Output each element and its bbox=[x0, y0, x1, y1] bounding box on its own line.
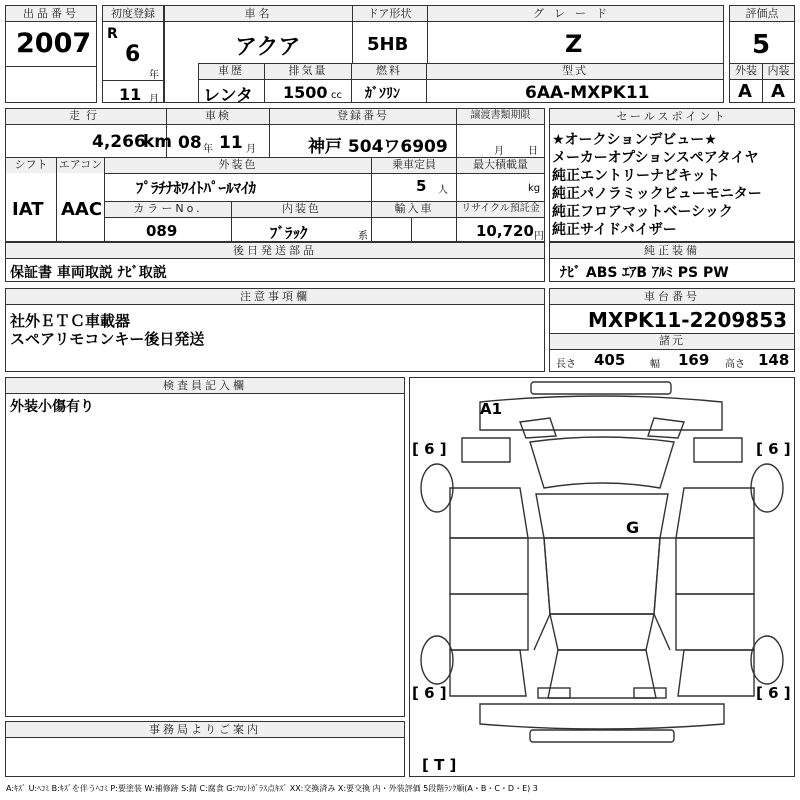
chassis-label: 車台番号 bbox=[550, 289, 794, 305]
mileage-unit: km bbox=[143, 132, 173, 152]
ac-label: エアコン bbox=[58, 158, 103, 171]
lot-number: 2007 bbox=[16, 28, 92, 59]
chassis-number: MXPK11-2209853 bbox=[588, 308, 788, 332]
equipment-box bbox=[549, 242, 795, 282]
notes-line-1: 社外ＥＴＣ車載器 bbox=[10, 312, 131, 330]
sales-points-box bbox=[549, 108, 795, 242]
inspection-label: 車検 bbox=[167, 109, 269, 124]
length-label: 長さ bbox=[556, 359, 576, 370]
month-unit: 月 bbox=[149, 94, 159, 105]
notes-box bbox=[5, 288, 545, 372]
fuel: ｶﾞｿﾘﾝ bbox=[365, 86, 400, 102]
plate-label: 登録番号 bbox=[270, 109, 456, 124]
displacement-label: 排気量 bbox=[265, 64, 351, 79]
color-no-label: カラーNo. bbox=[105, 202, 231, 217]
mileage-label: 走行 bbox=[6, 109, 166, 124]
interior-color-unit: 系 bbox=[358, 231, 368, 242]
transfer-day-unit: 日 bbox=[528, 146, 538, 157]
model-code: 6AA-MXPK11 bbox=[525, 83, 650, 103]
payload-unit: kg bbox=[528, 183, 541, 194]
notes-line-2: スペアリモコンキー後日発送 bbox=[10, 330, 205, 348]
displacement-unit: cc bbox=[331, 90, 342, 101]
air-conditioner: AAC bbox=[61, 199, 103, 220]
inspection-year: 08 bbox=[178, 133, 202, 153]
inspector-note: 外装小傷有り bbox=[10, 399, 94, 415]
sales-line-3: 純正エントリーナビキット bbox=[552, 168, 720, 184]
car-outline-icon bbox=[410, 378, 794, 776]
sales-line-2: メーカーオプションスペアタイヤ bbox=[552, 150, 759, 166]
exterior-label: 外装 bbox=[730, 64, 762, 79]
notes-label: 注意事項欄 bbox=[6, 289, 544, 305]
interior-color-label: 内装色 bbox=[232, 202, 371, 217]
dims-label: 諸元 bbox=[550, 334, 794, 349]
followup-parts-box bbox=[5, 242, 545, 282]
tire-front-right: [ 6 ] bbox=[756, 440, 791, 458]
interior-grade: A bbox=[771, 81, 785, 102]
grade-label: グレード bbox=[427, 6, 723, 22]
capacity-unit: 人 bbox=[438, 185, 448, 196]
legend: A:ｷｽﾞ U:ﾍｺﾐ B:ｷｽﾞを伴うﾍｺﾐ P:要塗装 W:補修跡 S:錆 C:腐食 G:ﾌﾛﾝﾄｶﾞﾗｽ点ｷｽﾞ XX:交換済み X:要交換 内・外装評価 5段階ﾗﾝｸ順(A・B・C・D・E) 3 bbox=[6, 784, 538, 793]
damage-diagram bbox=[409, 377, 795, 777]
capacity-label: 乗車定員 bbox=[372, 158, 456, 173]
office-box bbox=[5, 721, 405, 777]
transfer-label: 譲渡書類期限 bbox=[457, 109, 544, 124]
capacity: 5 bbox=[416, 177, 427, 195]
interior-color: ﾌﾞﾗｯｸ bbox=[270, 224, 308, 242]
import-label: 輸入車 bbox=[372, 202, 456, 217]
followup-parts-label: 後日発送部品 bbox=[6, 243, 544, 259]
recycle-fee: 10,720 bbox=[476, 222, 534, 240]
sales-line-4: 純正パノラミックビューモニター bbox=[552, 186, 762, 202]
door-type: 5HB bbox=[367, 34, 409, 55]
history-label: 車歴 bbox=[198, 64, 264, 79]
exterior-color: ﾌﾟﾗﾁﾅﾎﾜｲﾄﾊﾟｰﾙﾏｲｶ bbox=[136, 179, 257, 197]
first-registration-label: 初度登録 bbox=[103, 6, 163, 22]
car-name: アクア bbox=[235, 35, 301, 60]
color-number: 089 bbox=[146, 222, 178, 240]
first-reg-year: 6 bbox=[125, 42, 141, 67]
office-label: 事務局よりご案内 bbox=[6, 722, 404, 738]
recycle-unit: 円 bbox=[534, 231, 544, 242]
score: 5 bbox=[752, 30, 771, 60]
width: 169 bbox=[678, 351, 710, 369]
exterior-grade: A bbox=[738, 81, 752, 102]
car-name-label: 車名 bbox=[165, 6, 352, 22]
score-box bbox=[729, 5, 795, 103]
lot-number-label: 出品番号 bbox=[6, 6, 96, 22]
inspection-year-unit: 年 bbox=[203, 144, 213, 155]
color-label: 外装色 bbox=[105, 158, 371, 173]
damage-mark-g: G bbox=[626, 518, 640, 537]
recycle-label: リサイクル預託金 bbox=[457, 202, 544, 217]
height-label: 高さ bbox=[725, 359, 745, 370]
first-reg-month: 11 bbox=[119, 85, 142, 104]
inspection-month-unit: 月 bbox=[246, 144, 256, 155]
height: 148 bbox=[758, 351, 790, 369]
door-label: ドア形状 bbox=[352, 6, 427, 22]
equipment-label: 純正装備 bbox=[550, 243, 794, 259]
interior-label: 内装 bbox=[763, 64, 794, 79]
car-info-box bbox=[164, 5, 724, 106]
sales-points-label: セールスポイント bbox=[550, 109, 794, 125]
inspector-box bbox=[5, 377, 405, 717]
inspection-month: 11 bbox=[219, 133, 243, 153]
grade: Z bbox=[565, 30, 583, 58]
sales-line-6: 純正サイドバイザー bbox=[552, 222, 677, 238]
shift-label: シフト bbox=[6, 158, 56, 173]
payload-label: 最大積載量 bbox=[457, 158, 544, 173]
vehicle-detail-box bbox=[5, 108, 545, 242]
displacement: 1500 bbox=[283, 83, 328, 102]
tire-rear-left: [ 6 ] bbox=[412, 684, 447, 702]
inspector-label: 検査員記入欄 bbox=[6, 378, 404, 394]
length: 405 bbox=[594, 351, 626, 369]
followup-parts: 保証書 車両取説 ﾅﾋﾞ取説 bbox=[10, 265, 167, 281]
sales-line-5: 純正フロアマットベーシック bbox=[552, 204, 733, 220]
spare-tire: [ T ] bbox=[422, 756, 457, 774]
fuel-label: 燃料 bbox=[352, 64, 426, 79]
tire-front-left: [ 6 ] bbox=[412, 440, 447, 458]
transfer-month-unit: 月 bbox=[494, 146, 504, 157]
sales-line-1: ★オークションデビュー★ bbox=[552, 132, 717, 148]
year-unit: 年 bbox=[149, 70, 159, 81]
equipment: ﾅﾋﾞ ABS ｴｱB ｱﾙﾐ PS PW bbox=[560, 265, 729, 281]
tire-rear-right: [ 6 ] bbox=[756, 684, 791, 702]
damage-mark-a1: A1 bbox=[480, 400, 503, 418]
era: R bbox=[107, 26, 118, 42]
history: レンタ bbox=[203, 86, 253, 106]
shift: IAT bbox=[12, 199, 44, 220]
model-label: 型式 bbox=[427, 64, 723, 79]
score-label: 評価点 bbox=[730, 6, 794, 22]
chassis-box bbox=[549, 288, 795, 372]
width-label: 幅 bbox=[650, 359, 660, 370]
first-registration-box bbox=[102, 5, 164, 103]
lot-number-box bbox=[5, 5, 97, 103]
plate-number: 神戸 504ワ6909 bbox=[308, 137, 448, 157]
mileage: 4,266 bbox=[92, 132, 146, 152]
